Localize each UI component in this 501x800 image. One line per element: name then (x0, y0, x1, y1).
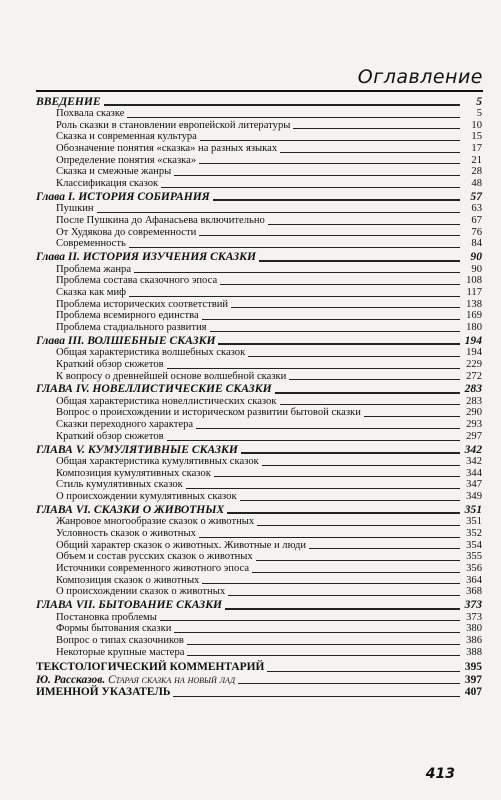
toc-entry-label: Краткий обзор сюжетов (56, 358, 164, 370)
toc-entry-label: Условность сказок о животных (56, 527, 196, 539)
toc-essay-title: Старая сказка на новый лад (108, 673, 236, 686)
toc-leader (160, 620, 460, 621)
toc-leader (280, 404, 461, 405)
toc-entry[interactable] (36, 359, 482, 371)
toc-page: 351 (466, 516, 482, 528)
toc-entry-label: Роль сказки в становлении европейской литературы (56, 119, 291, 131)
toc-page: 57 (470, 189, 482, 203)
toc-entry[interactable] (36, 635, 482, 647)
toc-entry-label: Сказка и современная культура (56, 131, 197, 143)
toc-leader (252, 572, 460, 573)
toc-page: 194 (466, 347, 482, 359)
toc-entry-label: Проблема состава сказочного эпоса (56, 275, 218, 287)
toc-entry[interactable] (36, 407, 482, 419)
toc-entry[interactable] (36, 108, 482, 120)
toc-leader (275, 392, 460, 394)
toc-page: 293 (466, 419, 482, 431)
toc-page: 21 (471, 154, 482, 166)
toc-entry-label: Обозначение понятия «сказка» на разных языках (56, 143, 278, 155)
toc-section-label: ТЕКСТОЛОГИЧЕСКИЙ КОММЕНТАРИЙ (36, 661, 265, 674)
toc-page: 63 (471, 203, 482, 215)
toc-entry-label: Пушкин (56, 203, 94, 215)
toc-leader (97, 212, 460, 213)
toc-entry-label: Сказка и смежные жанры (56, 166, 172, 178)
toc-essay[interactable] (36, 674, 482, 687)
toc-page: 10 (471, 119, 482, 131)
toc-page: 48 (471, 178, 482, 190)
toc-leader (104, 104, 460, 106)
toc-essay-label (36, 674, 235, 687)
toc-entry-label: К вопросу о древнейшей основе волшебной сказки (56, 370, 287, 382)
toc-entry-label: Источники современного животного эпоса (56, 562, 250, 574)
toc-chapter-label: ГЛАВА V. КУМУЛЯТИВНЫЕ СКАЗКИ (36, 442, 238, 456)
toc-page: 169 (466, 310, 482, 322)
toc-entry-label: Сказка как миф (56, 286, 126, 298)
toc-entry[interactable] (36, 586, 482, 598)
toc-leader (187, 644, 460, 645)
toc-leader (134, 272, 460, 273)
toc-section-label: ИМЕННОЙ УКАЗАТЕЛЬ (36, 686, 171, 699)
toc-entry[interactable] (36, 396, 482, 408)
toc-leader (227, 512, 460, 514)
toc-entry[interactable] (36, 347, 482, 359)
toc-leader (167, 440, 460, 441)
toc-entry[interactable] (36, 264, 482, 276)
toc-essay-author: Ю. Рассказов. (36, 673, 106, 686)
toc-entry-label: Композиция сказок о животных (56, 574, 200, 586)
toc-entry[interactable] (36, 551, 482, 563)
toc-entry[interactable] (36, 468, 482, 480)
toc-leader (213, 199, 460, 201)
toc-leader (218, 343, 460, 345)
toc-entry-label: После Пушкина до Афанасьева включительно (56, 214, 265, 226)
toc-page: 76 (471, 226, 482, 238)
toc-entry-label: Стиль кумулятивных сказок (56, 479, 183, 491)
toc-entry-label: Проблема стадиального развития (56, 321, 207, 333)
toc-entry-label: Проблема всемирного единства (56, 310, 199, 322)
toc-page: 180 (466, 321, 482, 333)
toc-entry[interactable] (36, 563, 482, 575)
toc-page: 347 (466, 479, 482, 491)
toc-page: 395 (464, 661, 482, 674)
toc-page: 67 (471, 214, 482, 226)
toc-page: 397 (464, 673, 482, 686)
toc-leader (202, 319, 460, 320)
toc-chapter-label: Глава III. ВОЛШЕБНЫЕ СКАЗКИ (36, 333, 216, 347)
toc-chapter-label: Глава I. ИСТОРИЯ СОБИРАНИЯ (36, 189, 210, 203)
toc-entry-label: Проблема исторических соответствий (56, 298, 229, 310)
page-number: 413 (425, 766, 455, 782)
toc-entry-label: Вопрос о происхождении и историческом развитии бытовой сказки (56, 407, 361, 419)
toc-entry-label: О происхождении сказок о животных (56, 586, 226, 598)
toc-leader (202, 583, 460, 584)
toc-page: 108 (466, 275, 482, 287)
toc-leader (129, 296, 460, 297)
toc-entry[interactable] (36, 479, 482, 491)
toc-leader (214, 476, 460, 477)
toc-page: 355 (466, 551, 482, 563)
toc-entry[interactable] (36, 287, 482, 299)
toc-entry[interactable] (36, 131, 482, 143)
toc-page: 5 (476, 95, 482, 108)
toc-entry-label: Проблема жанра (56, 263, 132, 275)
toc-page: 388 (466, 646, 482, 658)
toc-leader (240, 500, 460, 501)
toc-leader (199, 163, 460, 164)
toc-page: 373 (464, 598, 482, 612)
toc-page: 28 (471, 166, 482, 178)
toc-leader (210, 331, 461, 332)
toc-chapter-label: ГЛАВА VII. БЫТОВАНИЕ СКАЗКИ (36, 598, 223, 612)
toc-entry-label: Формы бытования сказки (56, 623, 172, 635)
toc-leader (268, 224, 460, 225)
toc-leader (174, 632, 460, 633)
toc-entry[interactable] (36, 647, 482, 659)
toc-entry-label: Общий характер сказок о животных. Животные и люди (56, 539, 307, 551)
toc-chapter-7[interactable] (36, 598, 482, 612)
toc-entry[interactable] (36, 322, 482, 334)
toc-leader (231, 307, 460, 308)
toc-entry-label: Сказки переходного характера (56, 419, 194, 431)
toc-entry[interactable] (36, 166, 482, 178)
toc-entry[interactable] (36, 155, 482, 167)
toc-leader (256, 560, 460, 561)
toc-leader (174, 175, 460, 176)
toc-entry-label: Краткий обзор сюжетов (56, 430, 164, 442)
toc-page: 117 (466, 286, 482, 298)
toc-leader (289, 379, 460, 380)
toc-entry[interactable] (36, 227, 482, 239)
toc-entry[interactable] (36, 238, 482, 250)
toc-entry[interactable] (36, 540, 482, 552)
toc-chapter-1[interactable] (36, 190, 482, 204)
toc-chapter-2[interactable] (36, 250, 482, 264)
toc-entry[interactable] (36, 299, 482, 311)
toc-leader (187, 655, 460, 656)
toc-page: 17 (471, 143, 482, 155)
toc-page: 283 (466, 395, 482, 407)
toc-entry-label: Современность (56, 238, 126, 250)
toc-entry-label: Композиция кумулятивных сказок (56, 467, 211, 479)
toc-entry-label: Объем и состав русских сказок о животных (56, 551, 253, 563)
toc-leader (199, 235, 460, 236)
toc-commentary[interactable] (36, 661, 482, 674)
toc-leader (220, 284, 460, 285)
toc-page: 138 (466, 298, 482, 310)
toc-entry[interactable] (36, 215, 482, 227)
toc-entry-label: Общая характеристика волшебных сказок (56, 347, 246, 359)
toc-leader (257, 525, 460, 526)
toc-entry[interactable] (36, 528, 482, 540)
toc-leader (173, 696, 460, 697)
toc-page: 344 (466, 467, 482, 479)
toc-leader (200, 140, 460, 141)
toc-entry[interactable] (36, 120, 482, 132)
table-of-contents (36, 95, 482, 699)
toc-page: 290 (466, 407, 482, 419)
toc-page: 386 (466, 634, 482, 646)
toc-leader (167, 368, 460, 369)
toc-entry[interactable] (36, 575, 482, 587)
toc-leader (161, 187, 460, 188)
toc-page: 5 (476, 107, 482, 119)
toc-entry[interactable] (36, 491, 482, 503)
toc-entry[interactable] (36, 310, 482, 322)
toc-entry-label: От Худякова до современности (56, 226, 197, 238)
toc-entry-label: Жанровое многообразие сказок о животных (56, 516, 255, 528)
toc-entry-label: Определение понятия «сказка» (56, 154, 197, 166)
toc-page: 84 (471, 238, 482, 250)
toc-entry-label: Похвала сказке (56, 107, 125, 119)
toc-page: 297 (466, 430, 482, 442)
toc-page: 349 (466, 491, 482, 503)
toc-entry-label: Общая характеристика кумулятивных сказок (56, 455, 259, 467)
toc-entry-label: Классификация сказок (56, 178, 159, 190)
toc-entry-label: О происхождении кумулятивных сказок (56, 491, 237, 503)
toc-entry[interactable] (36, 203, 482, 215)
toc-section-intro[interactable] (36, 95, 482, 108)
toc-page: 354 (466, 539, 482, 551)
toc-page: 283 (464, 382, 482, 396)
toc-chapter-6[interactable] (36, 503, 482, 517)
toc-leader (127, 117, 460, 118)
toc-leader (309, 548, 460, 549)
toc-page: 351 (464, 502, 482, 516)
toc-leader (259, 260, 460, 262)
toc-page: 194 (464, 333, 482, 347)
toc-chapter-3[interactable] (36, 334, 482, 348)
toc-leader (262, 465, 460, 466)
page-title: Оглавление (357, 66, 483, 88)
toc-entry[interactable] (36, 143, 482, 155)
toc-page: 15 (471, 131, 482, 143)
toc-page: 368 (466, 586, 482, 598)
toc-entry[interactable] (36, 516, 482, 528)
toc-chapter-label: ГЛАВА VI. СКАЗКИ О ЖИВОТНЫХ (36, 502, 225, 516)
toc-entry[interactable] (36, 456, 482, 468)
toc-entry[interactable] (36, 371, 482, 383)
toc-entry-label: Общая характеристика новеллистических сказок (56, 395, 277, 407)
toc-leader (199, 537, 460, 538)
toc-leader (228, 595, 460, 596)
toc-leader (248, 356, 460, 357)
toc-page: 407 (464, 686, 482, 699)
toc-page: 373 (466, 611, 482, 623)
toc-leader (196, 428, 460, 429)
toc-entry[interactable] (36, 178, 482, 190)
toc-page: 342 (464, 442, 482, 456)
toc-page: 272 (466, 370, 482, 382)
toc-chapter-label: ГЛАВА IV. НОВЕЛЛИСТИЧЕСКИЕ СКАЗКИ (36, 382, 272, 396)
toc-page: 90 (470, 250, 482, 264)
toc-leader (238, 683, 460, 684)
toc-leader (280, 152, 460, 153)
toc-entry[interactable] (36, 419, 482, 431)
toc-page: 364 (466, 574, 482, 586)
toc-index[interactable] (36, 686, 482, 699)
toc-leader (364, 416, 460, 417)
toc-entry[interactable] (36, 431, 482, 443)
toc-entry-label: Вопрос о типах сказочников (56, 634, 184, 646)
toc-section-label: ВВЕДЕНИЕ (36, 95, 101, 108)
toc-page: 356 (466, 562, 482, 574)
toc-leader (186, 488, 460, 489)
toc-page: 380 (466, 623, 482, 635)
toc-entry[interactable] (36, 275, 482, 287)
toc-leader (267, 671, 460, 672)
toc-leader (129, 247, 460, 248)
toc-entry-label: Некоторые крупные мастера (56, 646, 185, 658)
toc-page: 229 (466, 358, 482, 370)
toc-leader (241, 452, 460, 454)
toc-page: 342 (466, 455, 482, 467)
toc-chapter-4[interactable] (36, 382, 482, 396)
toc-page: 90 (471, 263, 482, 275)
toc-chapter-5[interactable] (36, 443, 482, 457)
toc-chapter-label: Глава II. ИСТОРИЯ ИЗУЧЕНИЯ СКАЗКИ (36, 250, 257, 264)
toc-leader (293, 128, 460, 129)
toc-entry[interactable] (36, 623, 482, 635)
toc-page: 352 (466, 527, 482, 539)
header-rule (36, 90, 483, 92)
toc-entry[interactable] (36, 612, 482, 624)
toc-entry-label: Постановка проблемы (56, 611, 157, 623)
toc-leader (225, 608, 460, 610)
